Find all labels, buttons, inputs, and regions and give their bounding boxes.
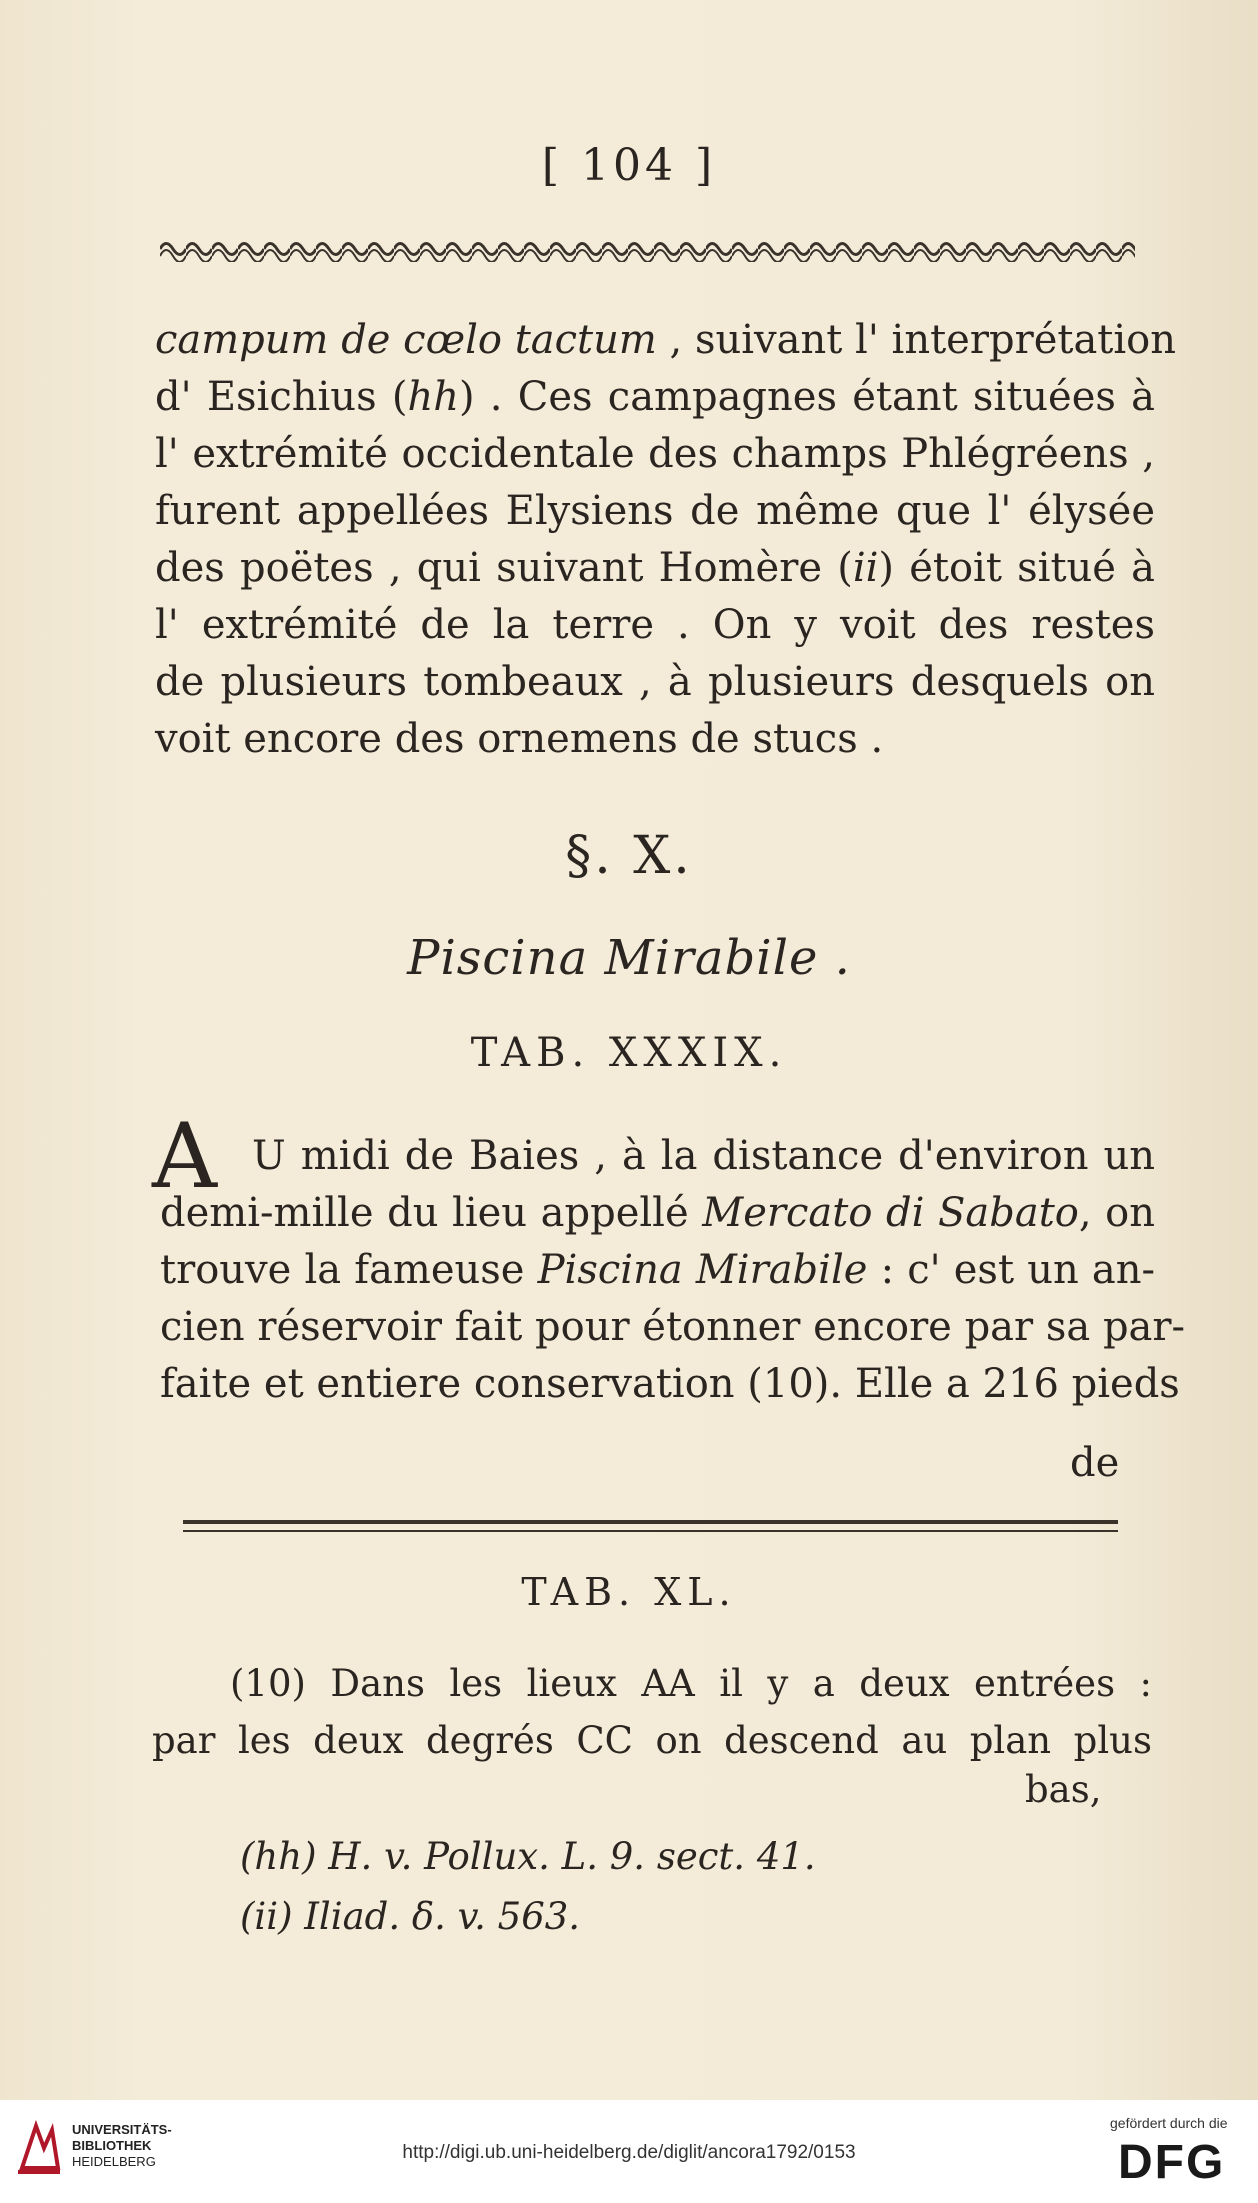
text-line — [155, 597, 1155, 654]
text-run: ii — [852, 545, 879, 591]
citation-ii — [240, 1895, 580, 1938]
paragraph-2-lines — [160, 1128, 1186, 1413]
text-run: U midi de Baies , à la distance d'environ un — [252, 1133, 1155, 1179]
text-run: l' extrémité occidentale des champs Phlégréens , — [155, 431, 1155, 477]
body-paragraph-2 — [152, 1104, 1186, 1413]
ornamental-border — [160, 236, 1135, 262]
text-run: (10) Dans les lieux AA il y a deux entrées : — [230, 1662, 1152, 1705]
dfg-logo: DFG — [1118, 2136, 1226, 2189]
text-run: furent appellées Elysiens de même que l' élysée — [155, 488, 1155, 534]
text-run: voit encore des ornemens de stucs . — [155, 716, 884, 762]
text-run: demi-mille du lieu appellé — [160, 1190, 703, 1236]
text-run: campum de cœlo tactum — [155, 317, 657, 363]
text-line — [155, 540, 1155, 597]
text-line — [160, 1242, 1155, 1299]
plate-heading: TAB. XXXIX. — [470, 1030, 788, 1076]
text-run: trouve la fameuse — [160, 1247, 538, 1293]
text-line — [152, 1712, 1152, 1769]
citation-text: (hh) H. v. Pollux. L. 9. sect. 41. — [240, 1835, 816, 1878]
text-run: faite et entiere conservation (10). Elle a 216 pieds — [160, 1361, 1180, 1407]
text-run: d' Esichius ( — [155, 374, 408, 420]
library-line-3: HEIDELBERG — [72, 2154, 156, 2169]
text-run: cien réservoir fait pour étonner encore par sa par- — [160, 1304, 1186, 1350]
text-line — [155, 426, 1155, 483]
plate-heading-2: TAB. XL. — [521, 1570, 737, 1614]
footnote-catchword: bas, — [1025, 1768, 1102, 1811]
text-run: ) étoit situé à — [878, 545, 1155, 591]
source-url[interactable]: http://digi.ub.uni-heidelberg.de/diglit/ancora1792/0153 — [402, 2142, 856, 2163]
text-run: ) . Ces campagnes étant situées à — [458, 374, 1155, 420]
section-mark: §. X. — [565, 826, 693, 886]
text-run: , suivant l' interprétation — [656, 317, 1177, 363]
section-title: Piscina Mirabile . — [407, 930, 851, 986]
text-line — [160, 1356, 1180, 1413]
text-line — [160, 1185, 1155, 1242]
library-line-2: BIBLIOTHEK — [72, 2138, 152, 2153]
text-run: Mercato di Sabato — [702, 1190, 1079, 1236]
text-run: l' extrémité de la terre . On y voit des restes — [155, 602, 1155, 648]
library-line-1: UNIVERSITÄTS- — [72, 2122, 172, 2137]
footnote-rule — [183, 1520, 1118, 1532]
footnote — [152, 1655, 1152, 1769]
citation-hh — [240, 1835, 816, 1878]
text-line — [160, 1299, 1186, 1356]
text-run: par les deux degrés CC on descend au plan plus — [152, 1719, 1152, 1762]
body-paragraph-1 — [155, 312, 1177, 768]
catchword: de — [1070, 1440, 1120, 1486]
text-run: de plusieurs tombeaux , à plusieurs desquels on — [155, 659, 1155, 705]
text-line — [155, 312, 1177, 369]
text-line — [155, 483, 1155, 540]
text-line — [152, 1655, 1152, 1712]
text-run: Piscina Mirabile — [537, 1247, 868, 1293]
text-line — [155, 654, 1155, 711]
citation-text: (ii) Iliad. δ. v. 563. — [240, 1895, 581, 1938]
text-run: hh — [407, 374, 459, 420]
drop-cap: A — [152, 1104, 217, 1209]
text-line — [160, 1128, 1155, 1185]
text-run: , on — [1078, 1190, 1156, 1236]
text-line — [155, 711, 1155, 768]
text-line — [155, 369, 1155, 426]
page-number: [ 104 ] — [541, 140, 717, 191]
text-run: : c' est un an- — [867, 1247, 1155, 1293]
text-run: des poëtes , qui suivant Homère ( — [155, 545, 853, 591]
funded-by-text: gefördert durch die — [1110, 2115, 1228, 2131]
